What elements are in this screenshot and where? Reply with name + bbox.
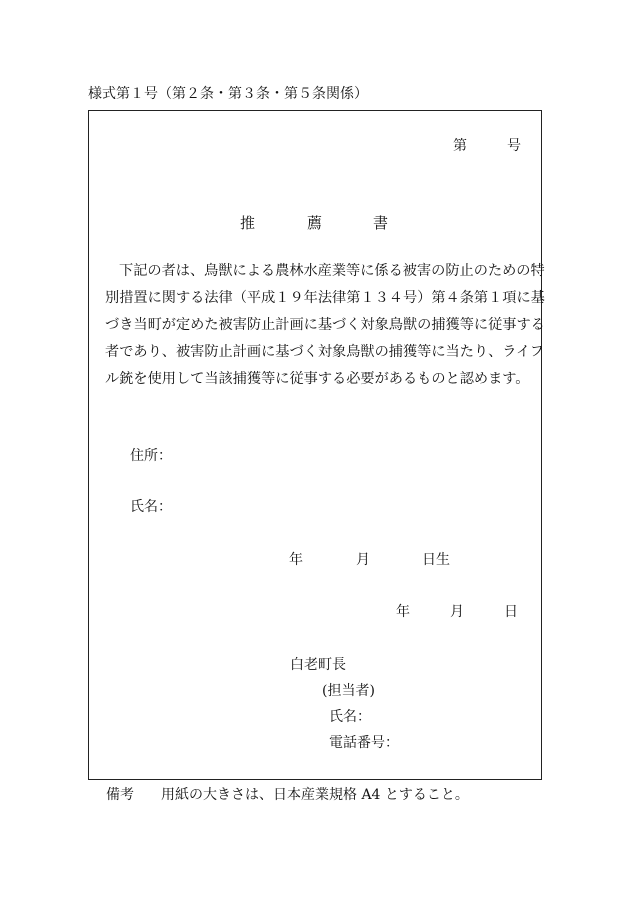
doc-number-go: 号 [507,138,521,154]
issue-month: 月 [450,604,464,620]
doc-number-dai: 第 [453,138,467,154]
body-line: 者であり、被害防止計画に基づく対象鳥獣の捕獲等に当たり、ライフ [105,344,544,360]
form-number: 様式第１号（第２条・第３条・第５条関係） [88,86,368,102]
title-char-2: 薦 [307,214,323,232]
birth-year: 年 [289,552,303,568]
body-line: づき当町が定めた被害防止計画に基づく対象鳥獣の捕獲等に従事する [105,317,545,333]
birth-day: 日生 [422,552,450,568]
remarks-text: 用紙の大きさは、日本産業規格 A4 とすること。 [161,787,469,803]
body-line: ル銃を使用して当該捕獲等に従事する必要があるものと認めます。 [105,371,530,387]
body-line: 別措置に関する法律（平成１９年法律第１３４号）第４条第１項に基 [105,290,545,306]
name-label: 氏名： [130,499,172,515]
issuer-name-label: 氏名： [329,709,371,725]
recommendation-body [105,258,545,393]
remarks-label: 備考 [106,787,134,803]
address-label: 住所： [130,448,172,464]
body-line: 下記の者は、鳥獣による農林水産業等に係る被害の防止のための特 [119,263,545,279]
issuer-contact-person: (担当者) [322,683,375,699]
issuer-title: 白老町長 [290,657,346,673]
birth-month: 月 [356,552,370,568]
issue-year: 年 [396,604,410,620]
issue-day: 日 [504,604,518,620]
issuer-phone-label: 電話番号： [329,735,399,751]
title-char-3: 書 [373,214,389,232]
title-char-1: 推 [240,214,256,232]
